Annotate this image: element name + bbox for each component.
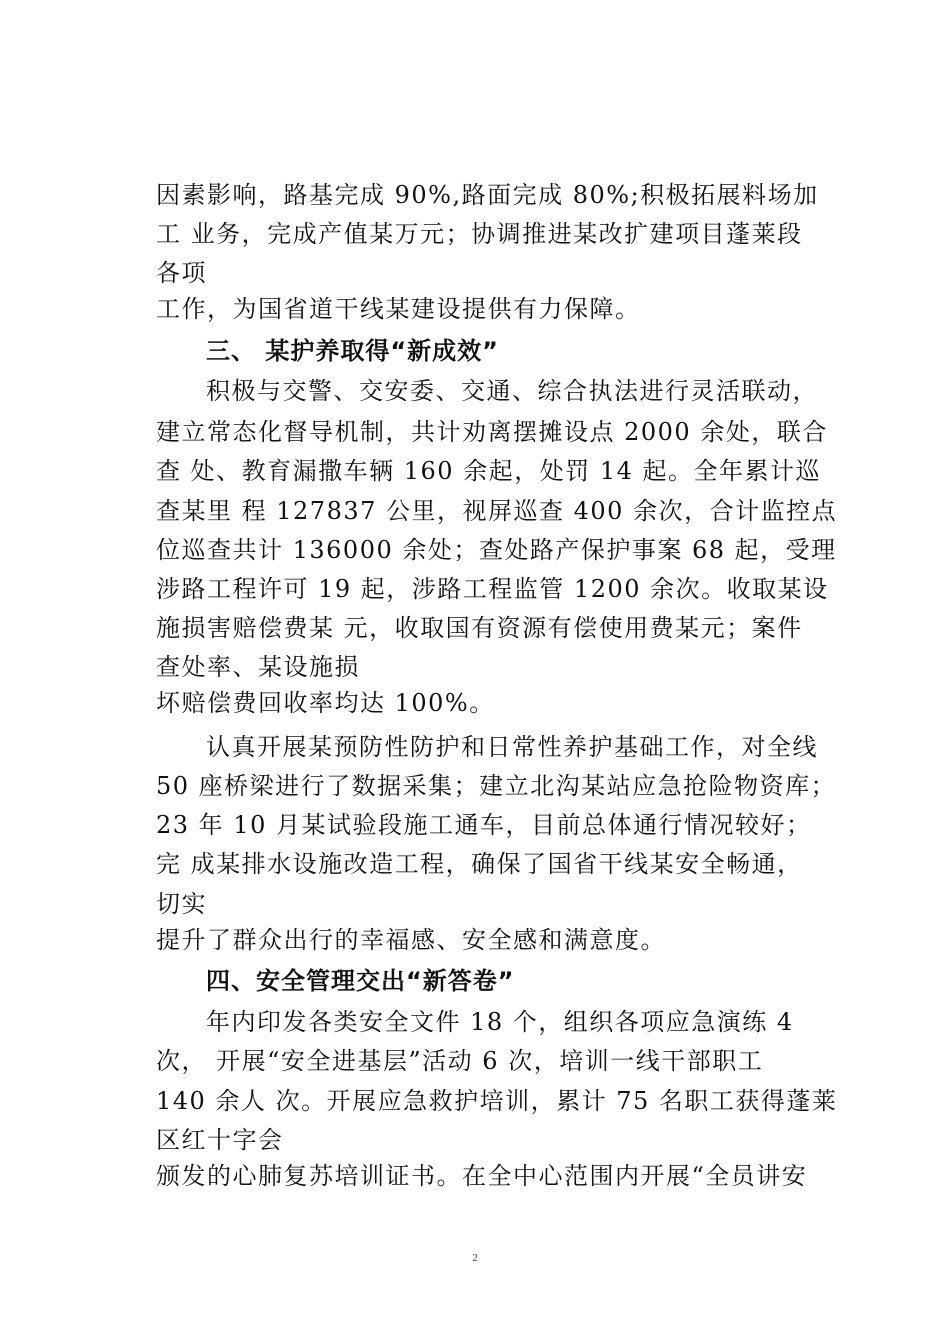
paragraph-line: 坏赔偿费回收率均达 100%。 [156, 689, 495, 717]
paragraph-line: 涉路工程许可 19 起，涉路工程监管 1200 余次。收取某设 [156, 575, 829, 603]
paragraph-line: 认真开展某预防性防护和日常性养护基础工作，对全线 [206, 733, 818, 761]
paragraph-line: 工 业务，完成产值某万元；协调推进某改扩建项目蓬莱段 [156, 220, 803, 248]
paragraph-line: 颁发的心肺复苏培训证书。在全中心范围内开展“全员讲安 [156, 1162, 808, 1190]
section-heading-4: 四、安全管理交出“新答卷” [206, 967, 515, 995]
paragraph-line: 查某里 程 127837 公里，视屏巡查 400 余次，合计监控点 [156, 497, 838, 525]
paragraph-line: 工作，为国省道干线某建设提供有力保障。 [156, 295, 641, 323]
paragraph-line: 年内印发各类安全文件 18 个，组织各项应急演练 4 [206, 1008, 794, 1036]
paragraph-line: 积极与交警、交安委、交通、综合执法进行灵活联动， [206, 377, 818, 405]
paragraph-line: 查处率、某设施损 [156, 653, 360, 681]
paragraph-line: 位巡查共计 136000 余处；查处路产保护事案 68 起，受理 [156, 536, 837, 564]
paragraph-line: 查 处、教育漏撒车辆 160 余起，处罚 14 起。全年累计巡 [156, 457, 821, 485]
paragraph-line: 提升了群众出行的幸福感、安全感和满意度。 [156, 926, 666, 954]
page-number: 2 [472, 1252, 478, 1264]
paragraph-line: 完 成某排水设施改造工程，确保了国省干线某安全畅通， [156, 850, 803, 878]
paragraph-line: 建立常态化督导机制，共计劝离摆摊设点 2000 余处，联合 [156, 418, 828, 446]
paragraph-line: 区红十字会 [156, 1126, 284, 1154]
section-heading-3: 三、 某护养取得“新成效” [206, 337, 499, 365]
paragraph-line: 次， 开展“安全进基层”活动 6 次，培训一线干部职工 [156, 1047, 764, 1075]
paragraph-line: 140 余人 次。开展应急救护培训，累计 75 名职工获得蓬莱 [156, 1087, 838, 1115]
paragraph-line: 各项 [156, 259, 207, 287]
paragraph-line: 施损害赔偿费某 元，收取国有资源有偿使用费某元；案件 [156, 614, 803, 642]
paragraph-line: 因素影响，路基完成 90%,路面完成 80%;积极拓展料场加 [156, 181, 819, 209]
paragraph-line: 23 年 10 月某试验段施工通车，目前总体通行情况较好； [156, 811, 812, 839]
paragraph-line: 切实 [156, 890, 207, 918]
paragraph-line: 50 座桥梁进行了数据采集；建立北沟某站应急抢险物资库； [156, 772, 837, 800]
